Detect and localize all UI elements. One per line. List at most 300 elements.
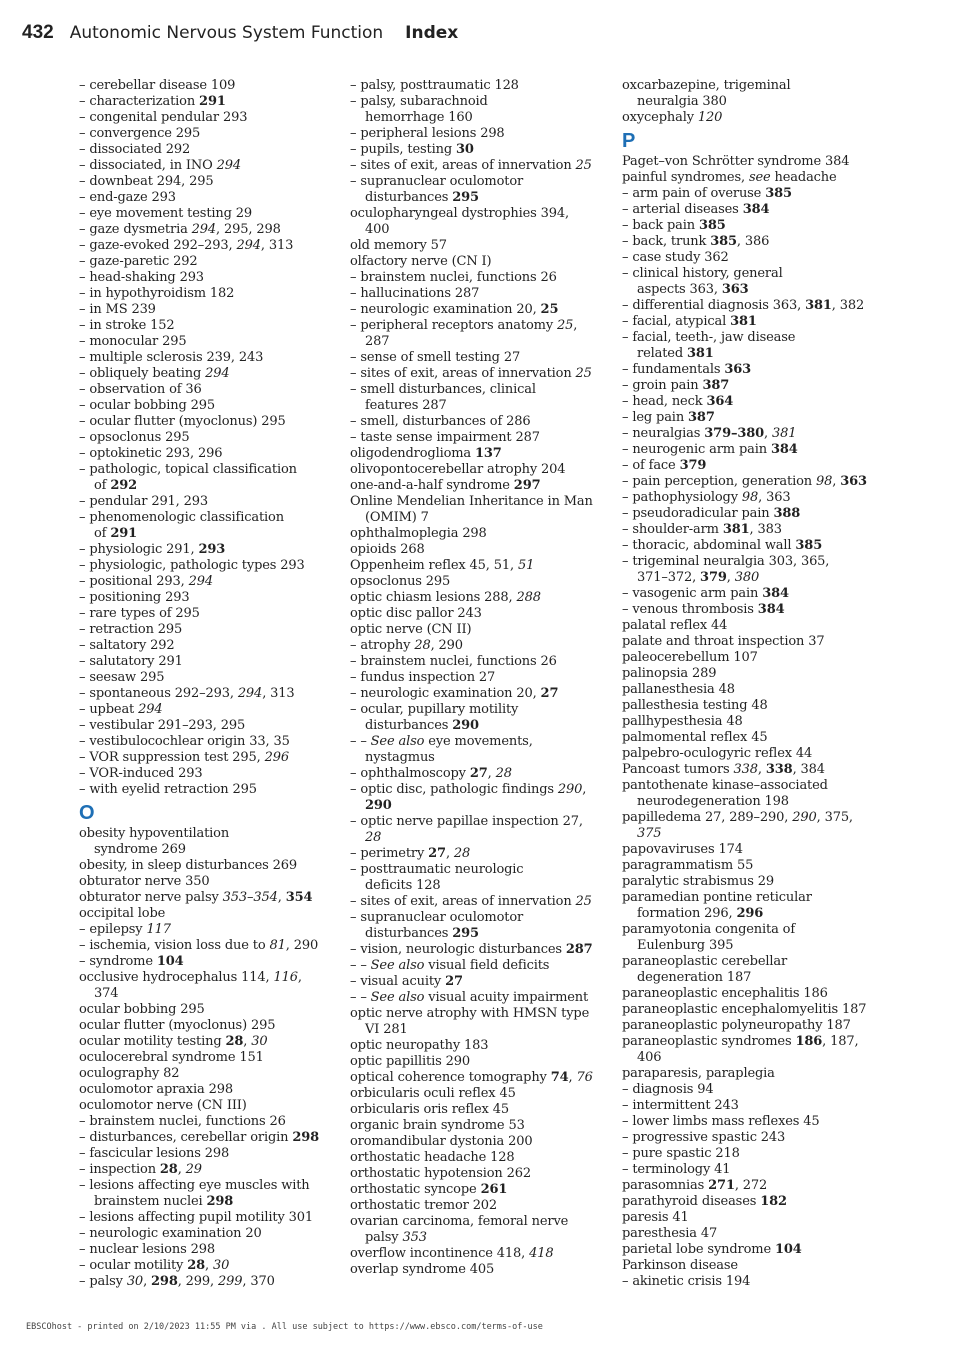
index-entry xyxy=(350,1086,605,1102)
index-entry-continuation xyxy=(79,986,341,1002)
index-entry xyxy=(350,414,605,430)
index-entry xyxy=(350,686,605,702)
entry-text: – smell, disturbances of 286 xyxy=(350,414,531,429)
entry-text: orbicularis oris reflex 45 xyxy=(350,1102,509,1117)
index-entry xyxy=(79,906,341,922)
italic-page-ref: 30 xyxy=(251,1034,268,1049)
entry-text: 287 xyxy=(365,334,390,349)
index-entry xyxy=(350,1102,605,1118)
entry-text: paralytic strabismus 29 xyxy=(622,874,774,889)
italic-page-ref: 98 xyxy=(741,490,759,505)
entry-text: pallhypesthesia 48 xyxy=(622,714,743,729)
index-entry xyxy=(79,286,341,302)
entry-text: – vestibular 291–293, 295 xyxy=(79,718,246,733)
entry-text: formation 296, xyxy=(637,906,737,921)
index-entry xyxy=(350,302,605,318)
entry-text: – facial, teeth-, jaw disease xyxy=(622,330,796,345)
bold-page-ref: 186 xyxy=(795,1034,823,1049)
bold-page-ref: 104 xyxy=(775,1242,802,1257)
entry-text: – brainstem nuclei, functions 26 xyxy=(79,1114,286,1129)
entry-text: – facial, atypical xyxy=(622,314,731,329)
index-entry xyxy=(622,1034,882,1050)
index-entry xyxy=(79,270,341,286)
bold-page-ref: 363 xyxy=(721,282,749,297)
index-entry xyxy=(350,174,605,190)
entry-text: – terminology 41 xyxy=(622,1162,731,1177)
entry-text: parasomnias xyxy=(622,1178,709,1193)
entry-text: parathyroid diseases xyxy=(622,1194,761,1209)
index-entry xyxy=(79,1002,341,1018)
bold-page-ref: 104 xyxy=(156,954,184,969)
index-entry xyxy=(622,538,882,554)
bold-page-ref: 385 xyxy=(710,234,737,249)
index-entry xyxy=(350,766,605,782)
index-entry xyxy=(79,622,341,638)
entry-text: , 383 xyxy=(749,522,782,537)
entry-text: – fundamentals xyxy=(622,362,725,377)
bold-page-ref: 27 xyxy=(445,974,463,989)
index-entry xyxy=(350,894,605,910)
entry-text: , xyxy=(757,762,766,777)
bold-page-ref: 379 xyxy=(700,570,727,585)
bold-page-ref: 292 xyxy=(110,478,138,493)
entry-text: – eye movement testing 29 xyxy=(79,206,253,221)
entry-text: , xyxy=(277,890,286,905)
entry-text: – ocular, pupillary motility xyxy=(350,702,519,717)
index-entry xyxy=(350,782,605,798)
index-entry-continuation xyxy=(350,878,605,894)
index-entry xyxy=(622,1018,882,1034)
entry-text: optic papillitis 290 xyxy=(350,1054,470,1069)
index-entry xyxy=(79,110,341,126)
italic-page-ref: 381 xyxy=(771,426,797,441)
entry-text: palate and throat inspection 37 xyxy=(622,634,825,649)
entry-text: , xyxy=(297,970,302,985)
index-entry xyxy=(79,382,341,398)
entry-text: , 313 xyxy=(262,686,295,701)
entry-text: – obliquely beating xyxy=(79,366,206,381)
entry-text: papovaviruses 174 xyxy=(622,842,743,857)
bold-page-ref: 74 xyxy=(550,1070,569,1085)
index-entry xyxy=(350,430,605,446)
index-entry xyxy=(622,1066,882,1082)
entry-text: neuralgia 380 xyxy=(637,94,727,109)
bold-page-ref: 379–380 xyxy=(704,426,765,441)
index-entry-continuation xyxy=(350,926,605,942)
entry-text: – progressive spastic 243 xyxy=(622,1130,786,1145)
entry-text: pantothenate kinase–associated xyxy=(622,778,828,793)
index-entry xyxy=(622,602,882,618)
entry-text: , xyxy=(568,1070,577,1085)
entry-text: – – xyxy=(350,990,371,1005)
italic-page-ref: 98 xyxy=(816,474,833,489)
index-entry xyxy=(350,142,605,158)
italic-page-ref: 299 xyxy=(218,1274,243,1289)
index-entry xyxy=(350,1070,605,1086)
entry-text: paleocerebellum 107 xyxy=(622,650,758,665)
index-entry xyxy=(622,650,882,666)
entry-text: – taste sense impairment 287 xyxy=(350,430,540,445)
entry-text: parietal lobe syndrome xyxy=(622,1242,775,1257)
index-entry xyxy=(350,590,605,606)
index-entry xyxy=(79,206,341,222)
index-entry xyxy=(79,430,341,446)
index-entry xyxy=(79,686,341,702)
entry-text: – gaze-paretic 292 xyxy=(79,254,198,269)
entry-text: organic brain syndrome 53 xyxy=(350,1118,525,1133)
entry-text: – with eyelid retraction 295 xyxy=(79,782,257,797)
index-entry xyxy=(350,350,605,366)
entry-text: – vestibulocochlear origin 33, 35 xyxy=(79,734,290,749)
italic-page-ref: 294 xyxy=(138,702,163,717)
entry-text: – positional 293, xyxy=(79,574,189,589)
index-entry xyxy=(79,462,341,478)
bold-page-ref: 28 xyxy=(159,1162,178,1177)
index-entry-continuation xyxy=(79,842,341,858)
index-entry xyxy=(350,526,605,542)
index-entry xyxy=(79,858,341,874)
section-title: Index xyxy=(405,23,459,43)
entry-text: optic chiasm lesions 288, xyxy=(350,590,517,605)
index-entry xyxy=(622,1114,882,1130)
footer-notice: EBSCOhost - printed on 2/10/2023 11:55 PM via . All use subject to https://www.ebsco.com/terms-of-use xyxy=(26,1322,543,1332)
bold-page-ref: 137 xyxy=(475,446,502,461)
index-entry xyxy=(622,442,882,458)
bold-page-ref: 297 xyxy=(513,478,541,493)
index-entry xyxy=(622,634,882,650)
index-entry xyxy=(79,1066,341,1082)
entry-text: O xyxy=(79,802,95,824)
entry-text: occipital lobe xyxy=(79,906,166,921)
index-entry xyxy=(350,574,605,590)
index-entry xyxy=(622,1098,882,1114)
index-entry xyxy=(622,250,882,266)
index-entry xyxy=(622,554,882,570)
italic-page-ref: 353 xyxy=(402,1230,427,1245)
italic-page-ref: 294 xyxy=(216,158,242,173)
index-entry xyxy=(79,826,341,842)
entry-text: , 384 xyxy=(792,762,825,777)
entry-text: overlap syndrome 405 xyxy=(350,1262,495,1277)
entry-text: – pure spastic 218 xyxy=(622,1146,740,1161)
index-entry xyxy=(79,670,341,686)
entry-text: – sense of smell testing 27 xyxy=(350,350,521,365)
entry-text: oxycephaly xyxy=(622,110,698,125)
index-entry xyxy=(79,1050,341,1066)
index-entry-continuation xyxy=(79,526,341,542)
bold-page-ref: 338 xyxy=(765,762,793,777)
entry-text: , 313 xyxy=(260,238,294,253)
entry-text: oligodendroglioma xyxy=(350,446,476,461)
index-entry xyxy=(350,286,605,302)
index-entry xyxy=(79,890,341,906)
entry-text: – posttraumatic neurologic xyxy=(350,862,524,877)
entry-text: disturbances xyxy=(365,718,453,733)
index-entry xyxy=(79,1274,341,1290)
entry-text: – differential diagnosis 363, xyxy=(622,298,806,313)
index-entry-continuation xyxy=(350,1022,605,1038)
entry-text: – pathophysiology xyxy=(622,490,742,505)
entry-text: – characterization xyxy=(79,94,200,109)
index-entry xyxy=(79,190,341,206)
entry-text: opsoclonus 295 xyxy=(350,574,451,589)
bold-page-ref: 295 xyxy=(452,926,479,941)
italic-page-ref: 25 xyxy=(557,318,574,333)
index-entry xyxy=(79,1226,341,1242)
bold-page-ref: 27 xyxy=(469,766,488,781)
entry-text: oromandibular dystonia 200 xyxy=(350,1134,533,1149)
bold-page-ref: 384 xyxy=(770,442,798,457)
index-entry xyxy=(622,522,882,538)
entry-text: – salutatory 291 xyxy=(79,654,183,669)
entry-text: – peripheral receptors anatomy xyxy=(350,318,558,333)
bold-page-ref: 28 xyxy=(225,1034,244,1049)
italic-page-ref: 294 xyxy=(237,686,263,701)
index-entry xyxy=(350,974,605,990)
entry-text: olfactory nerve (CN I) xyxy=(350,254,492,269)
page-number: 432 xyxy=(22,22,54,43)
entry-text: related xyxy=(637,346,687,361)
entry-text: – pendular 291, 293 xyxy=(79,494,209,509)
entry-text: – end-gaze 293 xyxy=(79,190,176,205)
index-entry xyxy=(622,362,882,378)
italic-page-ref: See also xyxy=(370,990,425,1005)
italic-page-ref: 28 xyxy=(495,766,512,781)
bold-page-ref: 363 xyxy=(724,362,752,377)
index-entry xyxy=(79,302,341,318)
entry-text: – palsy xyxy=(79,1274,127,1289)
index-entry xyxy=(622,666,882,682)
entry-text: papilledema 27, 289–290, xyxy=(622,810,793,825)
index-entry xyxy=(350,1262,605,1278)
entry-text: – convergence 295 xyxy=(79,126,201,141)
index-entry xyxy=(622,378,882,394)
entry-text: – visual acuity xyxy=(350,974,446,989)
entry-text: disturbances xyxy=(365,190,453,205)
bold-page-ref: 385 xyxy=(795,538,823,553)
bold-page-ref: 363 xyxy=(840,474,867,489)
entry-text: Oppenheim reflex 45, 51, xyxy=(350,558,518,573)
entry-text: – phenomenologic classification xyxy=(79,510,284,525)
entry-text: orbicularis oculi reflex 45 xyxy=(350,1086,516,1101)
entry-text: – epilepsy xyxy=(79,922,147,937)
italic-page-ref: 25 xyxy=(575,894,592,909)
bold-page-ref: 381 xyxy=(805,298,832,313)
index-entry-continuation xyxy=(350,1230,605,1246)
entry-text: paraneoplastic polyneuropathy 187 xyxy=(622,1018,851,1033)
index-entry-continuation xyxy=(350,334,605,350)
entry-text: , 375, xyxy=(816,810,853,825)
entry-text: optic nerve atrophy with HMSN type xyxy=(350,1006,590,1021)
bold-page-ref: 385 xyxy=(765,186,792,201)
entry-text: – opsoclonus 295 xyxy=(79,430,190,445)
entry-text: – groin pain xyxy=(622,378,703,393)
index-entry xyxy=(622,298,882,314)
index-entry xyxy=(79,1098,341,1114)
entry-text: of xyxy=(94,478,111,493)
italic-page-ref: 288 xyxy=(516,590,541,605)
index-entry-continuation xyxy=(622,282,882,298)
index-entry xyxy=(79,542,341,558)
entry-text: paraneoplastic syndromes xyxy=(622,1034,796,1049)
entry-text: – sites of exit, areas of innervation xyxy=(350,366,576,381)
entry-text: paragrammatism 55 xyxy=(622,858,754,873)
index-entry xyxy=(79,94,341,110)
italic-page-ref: 117 xyxy=(146,922,171,937)
index-entry xyxy=(622,730,882,746)
index-entry xyxy=(350,702,605,718)
index-entry-continuation xyxy=(622,938,882,954)
bold-page-ref: 354 xyxy=(285,890,313,905)
entry-text: oxcarbazepine, trigeminal xyxy=(622,78,791,93)
entry-text: painful syndromes, xyxy=(622,170,749,185)
entry-text: opioids 268 xyxy=(350,542,425,557)
index-entry xyxy=(622,1274,882,1290)
entry-text: P xyxy=(622,130,636,152)
entry-text: eye movements, xyxy=(424,734,533,749)
index-entry xyxy=(350,238,605,254)
bold-page-ref: 388 xyxy=(773,506,801,521)
entry-text: – nuclear lesions 298 xyxy=(79,1242,215,1257)
entry-text: – akinetic crisis 194 xyxy=(622,1274,751,1289)
entry-text: ophthalmoplegia 298 xyxy=(350,526,487,541)
entry-text: , xyxy=(445,846,454,861)
index-entry xyxy=(622,490,882,506)
entry-text: orthostatic tremor 202 xyxy=(350,1198,498,1213)
entry-text: obturator nerve 350 xyxy=(79,874,210,889)
italic-page-ref: 380 xyxy=(734,570,760,585)
entry-text: – optic nerve papillae inspection 27, xyxy=(350,814,583,829)
index-entry xyxy=(79,366,341,382)
index-entry xyxy=(350,270,605,286)
index-entry xyxy=(350,846,605,862)
entry-text: , 370 xyxy=(242,1274,275,1289)
index-entry xyxy=(622,714,882,730)
index-entry xyxy=(622,858,882,874)
index-entry-continuation xyxy=(350,190,605,206)
entry-text: – disturbances, cerebellar origin xyxy=(79,1130,293,1145)
bold-page-ref: 287 xyxy=(565,942,593,957)
index-entry xyxy=(622,1162,882,1178)
index-column-2 xyxy=(350,78,605,1278)
entry-text: of xyxy=(94,526,111,541)
index-entry xyxy=(79,350,341,366)
bold-page-ref: 381 xyxy=(730,314,757,329)
index-entry xyxy=(79,606,341,622)
entry-text: paraneoplastic encephalitis 186 xyxy=(622,986,828,1001)
index-entry xyxy=(350,1150,605,1166)
index-entry xyxy=(622,1210,882,1226)
bold-page-ref: 27 xyxy=(428,846,446,861)
entry-text: – downbeat xyxy=(79,174,157,189)
index-entry xyxy=(350,462,605,478)
index-entry xyxy=(79,1130,341,1146)
index-entry xyxy=(79,1146,341,1162)
index-entry xyxy=(622,426,882,442)
index-entry xyxy=(79,318,341,334)
entry-text: , xyxy=(832,474,841,489)
bold-page-ref: 298 xyxy=(151,1274,178,1289)
italic-page-ref: 116 xyxy=(273,970,298,985)
entry-text: – palsy, posttraumatic 128 xyxy=(350,78,519,93)
entry-text: – multiple sclerosis 239, 243 xyxy=(79,350,264,365)
italic-page-ref: 76 xyxy=(576,1070,593,1085)
entry-text: – fascicular lesions 298 xyxy=(79,1146,230,1161)
entry-text: – physiologic, pathologic types 293 xyxy=(79,558,305,573)
index-entry xyxy=(79,782,341,798)
entry-text: – of face xyxy=(622,458,680,473)
index-entry xyxy=(350,1054,605,1070)
entry-text: , 295 xyxy=(181,174,214,189)
entry-text: – venous thrombosis xyxy=(622,602,758,617)
bold-page-ref: 384 xyxy=(742,202,770,217)
entry-text: pallanesthesia 48 xyxy=(622,682,735,697)
index-entry xyxy=(622,410,882,426)
entry-text: optic neuropathy 183 xyxy=(350,1038,489,1053)
bold-page-ref: 290 xyxy=(365,798,392,813)
section-letter xyxy=(79,802,341,826)
index-entry-continuation xyxy=(350,110,605,126)
italic-page-ref: 294 xyxy=(191,222,217,237)
bold-page-ref: 381 xyxy=(722,522,750,537)
bold-page-ref: 298 xyxy=(292,1130,320,1145)
entry-text: paraneoplastic encephalomyelitis 187 xyxy=(622,1002,867,1017)
bold-page-ref: 384 xyxy=(757,602,785,617)
index-column-1 xyxy=(79,78,341,1290)
index-entry xyxy=(350,1246,605,1262)
entry-text: – physiologic 291, xyxy=(79,542,199,557)
entry-text: – neuralgias xyxy=(622,426,705,441)
bold-page-ref: 27 xyxy=(540,686,559,701)
index-entry xyxy=(622,1258,882,1274)
italic-page-ref: 25 xyxy=(575,366,592,381)
index-entry-continuation xyxy=(79,478,341,494)
index-entry xyxy=(350,1038,605,1054)
index-entry xyxy=(79,766,341,782)
index-entry xyxy=(622,458,882,474)
entry-text: 406 xyxy=(637,1050,662,1065)
index-entry-continuation xyxy=(350,798,605,814)
entry-text: paramyotonia congenita of xyxy=(622,922,796,937)
entry-text: palinopsia 289 xyxy=(622,666,717,681)
index-entry xyxy=(79,414,341,430)
entry-text: , xyxy=(177,1162,186,1177)
index-entry-continuation xyxy=(622,906,882,922)
index-entry-continuation xyxy=(350,222,605,238)
index-entry-continuation xyxy=(622,970,882,986)
entry-text: paramedian pontine reticular xyxy=(622,890,812,905)
bold-page-ref: 387 xyxy=(702,378,730,393)
entry-text: 371–372, xyxy=(637,570,701,585)
entry-text: – gaze dysmetria xyxy=(79,222,192,237)
index-entry xyxy=(79,446,341,462)
index-entry xyxy=(79,1210,341,1226)
index-entry xyxy=(79,158,341,174)
entry-text: ovarian carcinoma, femoral nerve xyxy=(350,1214,569,1229)
bold-page-ref: 295 xyxy=(452,190,479,205)
entry-text: obturator nerve palsy xyxy=(79,890,223,905)
index-entry xyxy=(350,862,605,878)
entry-text: – ophthalmoscopy xyxy=(350,766,470,781)
entry-text: – smell disturbances, clinical xyxy=(350,382,536,397)
entry-text: – shoulder-arm xyxy=(622,522,723,537)
index-entry-continuation xyxy=(622,826,882,842)
entry-text: – ischemia, vision loss due to xyxy=(79,938,270,953)
index-entry xyxy=(350,622,605,638)
entry-text: – pathologic, topical classification xyxy=(79,462,297,477)
index-entry xyxy=(622,778,882,794)
entry-text: – – xyxy=(350,734,371,749)
